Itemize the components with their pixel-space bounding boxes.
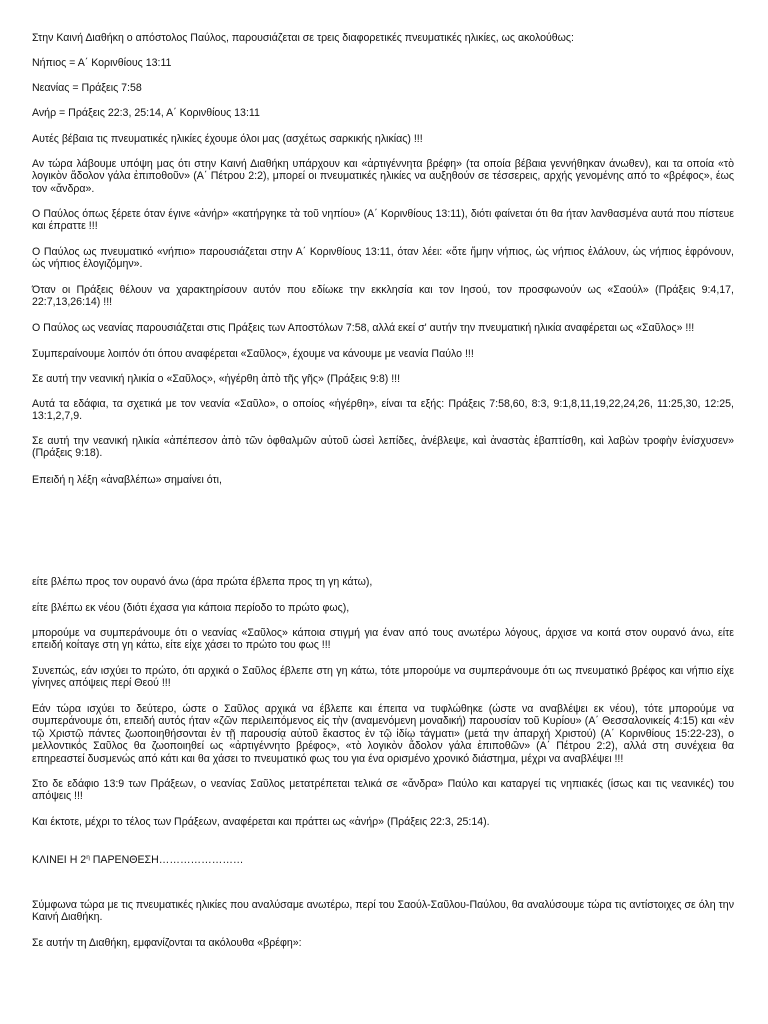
- paragraph-man: Ανήρ = Πράξεις 22:3, 25:14, Α΄ Κορινθίους 13:11: [32, 107, 260, 119]
- paragraph-ages: Αυτές βέβαια τις πνευματικές ηλικίες έχουμε όλοι μας (ασχέτως σαρκικής ηλικίας) !!!: [32, 133, 423, 145]
- paragraph-youth: Νεανίας = Πράξεις 7:58: [32, 82, 142, 94]
- paragraph-second-case: Εάν τώρα ισχύει το δεύτερο, ώστε ο Σαῦλος αρχικά να έβλεπε και έπειτα να τυφλώθηκε (ώστε να αναβλέψει εκ νέου), τότε μπορούμε να συμπεράνουμε ότι, επειδή αυτός ήταν «ζῶν περιλειπόμενος εἰς τὴν (αναμενόμενη μοναδική) παρουσίαν τοῦ Κυρίου» (Α΄ Θεσσαλονικείς 4:15) και «ἐν τῷ Χριστῷ πάντες ζωοποιηθήσονται ἐν τῇ παρουσίᾳ αὐτοῦ ἕκαστος ἐν τῷ ἰδίῳ τάγματι» (μετά την ἀπαρχή Χριστού) (Α΄ Κορινθίους 15:22-23), ο μελλοντικός Σαῦλος θα ζωοποιηθεί ως «ἀρτιγέννητο βρέφος», «τὸ λογικὸν ἄδολον γάλα ἐπιποθῶν» (Α΄ Πέτρου 2:2), αλλά στη συνέχεια θα επηρεαστεί δυσμενώς από κάτι και θα χάσει το πνευματικό φως του για ένα ορισμένο χρονικό διάστημα, μέχρι να αναβλέψει !!!: [32, 703, 734, 765]
- paragraph-anablepo: Επειδή η λέξη «ἀναβλέπω» σημαίνει ότι,: [32, 474, 222, 486]
- infants-list: [32, 962, 734, 1024]
- section-heading: ΚΛΙΝΕΙ Η $2^\eta$ ΠΑΡΕΝΘΕΣΗ……………………: [32, 854, 244, 866]
- paragraph-intro: Στην Καινή Διαθήκη ο απόστολος Παύλος, παρουσιάζεται σε τρεις διαφορετικές πνευματικές ηλικίες, ως ακολούθως:: [32, 32, 574, 44]
- paragraph-infants-list-intro: Σε αυτήν τη Διαθήκη, εμφανίζονται τα ακόλουθα «βρέφη»:: [32, 937, 302, 949]
- paragraph-look-again: είτε βλέπω εκ νέου (διότι έχασα για κάποια περίοδο το πρώτο φως),: [32, 602, 350, 614]
- paragraph-infant: Νήπιος = Α΄ Κορινθίους 13:11: [32, 57, 172, 69]
- paragraph-verses: Αυτά τα εδάφια, τα σχετικά με τον νεανία «Σαῦλο», ο οποίος «ἠγέρθη», είναι τα εξής: Πράξεις 7:58,60, 8:3, 9:1,8,11,19,22,24,26, 11:25,30, 12:25, 13:1,2,7,9.: [32, 398, 734, 423]
- paragraph-deduce: μπορούμε να συμπεράνουμε ότι ο νεανίας «Σαῦλος» κάποια στιγμή για έναν από τους ανωτέρω λόγους, άρχισε να κοιτά στον ουρανό άνω, είτε επειδή κοίταγε στη γη κάτω, είτε είχε χάσει το πρώτο του φως !!!: [32, 627, 734, 652]
- paragraph-raised: Σε αυτή την νεανική ηλικία ο «Σαῦλος», «ἠγέρθη ἀπὸ τῆς γῆς» (Πράξεις 9:8) !!!: [32, 373, 401, 385]
- paragraph-newborns: Αν τώρα λάβουμε υπόψη μας ότι στην Καινή Διαθήκη υπάρχουν και «ἀρτιγέννητα βρέφη» (τα οποία βέβαια γεννήθηκαν άνωθεν), και τα οποία «τὸ λογικὸν ἄδολον γάλα ἐπιποθοῦν» (Α΄ Πέτρου 2:2), μπορεί οι πνευματικές ηλικίες να αυξηθούν σε τέσσερεις, αρχής γενομένης από το «βρέφος», έως τον «ἄνδρα».: [32, 158, 734, 195]
- paragraph-look-up: είτε βλέπω προς τον ουρανό άνω (άρα πρώτα έβλεπα προς τη γη κάτω),: [32, 576, 373, 588]
- paragraph-first-case: Συνεπώς, εάν ισχύει το πρώτο, ότι αρχικά ο Σαῦλος έβλεπε στη γη κάτω, τότε μπορούμε να συμπεράνουμε ότι ως πνευματικό βρέφος και νήπιο είχε γίνηνες απόψεις περί Θεού !!!: [32, 665, 734, 690]
- paragraph-since-then: Και έκτοτε, μέχρι το τέλος των Πράξεων, αναφέρεται και πράττει ως «ἀνήρ» (Πράξεις 22:3, 25:14).: [32, 816, 490, 828]
- paragraph-saoul: Όταν οι Πράξεις θέλουν να χαρακτηρίσουν αυτόν που εδίωκε την εκκλησία και τον Ιησού, τον προσφωνούν ως «Σαούλ» (Πράξεις 9:4,17, 22:7,13,26:14) !!!: [32, 284, 734, 309]
- paragraph-scales: Σε αυτή την νεανική ηλικία «ἀπέπεσον ἀπὸ τῶν ὀφθαλμῶν αὐτοῦ ὡσεὶ λεπίδες, ἀνέβλεψε, καὶ ἀναστὰς ἐβαπτίσθη, καὶ λαβὼν τροφὴν ἐνίσχυσεν» (Πράξεις 9:18).: [32, 435, 734, 460]
- paragraph-paul-man: Ο Παύλος όπως ξέρετε όταν έγινε «ἀνήρ» «κατήργηκε τὰ τοῦ νηπίου» (Α΄ Κορινθίους 13:11), διότι φαίνεται ότι θα ήταν λανθασμένα αυτά που πίστευε και έπραττε !!!: [32, 208, 734, 233]
- paragraph-paul-infant: Ο Παύλος ως πνευματικό «νήπιο» παρουσιάζεται στην Α΄ Κορινθίους 13:11, όταν λέει: «ὅτε ἤμην νήπιος, ὡς νήπιος ἐλάλουν, ὡς νήπιος ἐφρόνουν, ὡς νήπιος ἐλογιζόμην».: [32, 246, 734, 271]
- paragraph-paul-youth: Ο Παύλος ως νεανίας παρουσιάζεται στις Πράξεις των Αποστόλων 7:58, αλλά εκεί σ' αυτήν την πνευματική ηλικία αναφέρεται ως «Σαῦλος» !!!: [32, 322, 695, 334]
- paragraph-acts-13-9: Στο δε εδάφιο 13:9 των Πράξεων, ο νεανίας Σαῦλος μετατρέπεται τελικά σε «ἄνδρα» Παύλο και καταργεί τις νηπιακές (ίσως και τις νεανικές) του απόψεις !!!: [32, 778, 734, 803]
- paragraph-accordingly: Σύμφωνα τώρα με τις πνευματικές ηλικίες που αναλύσαμε ανωτέρω, περί του Σαούλ-Σαῦλου-Παύλου, θα αναλύσουμε τώρα τις αντίστοιχες σε όλη την Καινή Διαθήκη.: [32, 899, 734, 924]
- paragraph-conclusion: Συμπεραίνουμε λοιπόν ότι όπου αναφέρεται «Σαῦλος», έχουμε να κάνουμε με νεανία Παύλο !!!: [32, 348, 474, 360]
